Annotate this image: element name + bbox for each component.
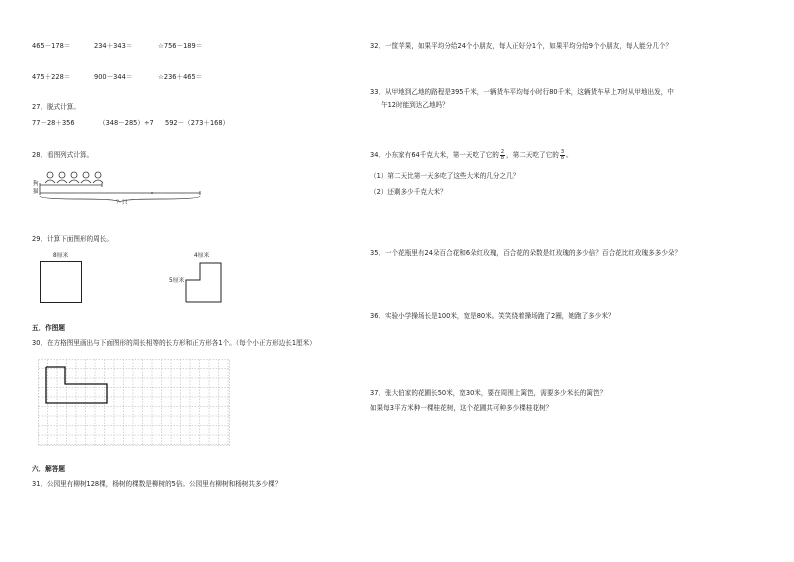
section-6-title: 六．解答题	[32, 465, 65, 473]
q34-prefix: 34．小东家有64千克大米，第一天吃了它的	[370, 151, 499, 160]
calc-item: 900－344＝	[94, 73, 133, 81]
q34-middle: ，第二天吃了它的	[506, 151, 559, 160]
q33-line2: 午12时能到达乙地吗？	[381, 101, 449, 109]
calc-item: 475＋228＝	[32, 73, 71, 81]
q29-square-label: 8厘米	[53, 253, 69, 259]
fraction-numerator: 2	[500, 149, 505, 155]
cat-icons	[45, 172, 103, 183]
q27-item: （348－285）÷7	[99, 119, 154, 127]
q27-item: 77－28＋356	[32, 119, 75, 127]
q34-fraction-1	[500, 150, 505, 161]
q29-square	[40, 261, 82, 303]
q27-title: 27．脱式计算。	[32, 103, 80, 111]
q31-text: 31．公园里有柳树128棵，杨树的棵数是柳树的5倍。公园里有柳树和杨树共多少棵？	[32, 480, 282, 488]
fraction-denominator: 8	[500, 155, 505, 161]
q36-text: 36．实验小学操场长是100米，宽是80米。笑笑绕着操场跑了2圈，她跑了多少米？	[370, 312, 615, 320]
fraction-numerator: 3	[560, 149, 564, 155]
q29-shape-side-label: 5厘米	[169, 278, 185, 284]
q30-text: 30．在方格图里画出与下面图形的周长相等的长方形和正方形各1个。（每个小正方形边长1厘米）	[32, 339, 316, 347]
calc-item: 234＋343＝	[94, 42, 133, 50]
q35-text: 35．一个花瓶里有24朵百合花和6朵红玫瑰，百合花的朵数是红玫瑰的多少倍？百合花比红玫瑰多多少朵？	[370, 249, 682, 257]
q29-title: 29．计算下面图形的周长。	[32, 235, 113, 243]
q28-side-label: 狗 猫	[33, 181, 39, 195]
q28-diagram	[40, 165, 215, 205]
q28-title: 28．看图列式计算。	[32, 151, 94, 159]
q30-figure	[46, 367, 107, 403]
q29-shape-top-label: 4厘米	[194, 253, 210, 259]
q34-fraction-2	[560, 150, 565, 161]
q37-line1: 37．张大伯家的花圃长50米，宽30米，要在周围上篱笆，需要多少米长的篱笆？	[370, 389, 607, 397]
calc-item: 465－178＝	[32, 42, 71, 50]
q34-sub1: （1）第二天比第一天多吃了这些大米的几分之几？	[370, 172, 520, 180]
q34-sub2: （2）还剩多少千克大米？	[370, 188, 447, 196]
q34-text	[370, 150, 573, 161]
q27-item: 592－（273＋168）	[165, 119, 230, 127]
calc-item: ☆236＋465＝	[158, 73, 203, 81]
q37-line2: 如果每3平方米种一棵桂花树，这个花圃共可种多少棵桂花树？	[370, 404, 553, 412]
section-5-title: 五．作图题	[32, 324, 65, 332]
q30-grid	[38, 359, 230, 446]
q33-line1: 33．从甲地到乙地的路程是395千米，一辆货车平均每小时行80千米，这辆货车早上7时从甲地出发，中	[370, 88, 674, 96]
q32-text: 32．一筐苹果，如果平均分给24个小朋友，每人正好分1个，如果平均分给9个小朋友，每人能分几个？	[370, 42, 673, 50]
q29-l-shape	[185, 262, 225, 304]
q28-question: ？只	[116, 200, 128, 206]
q34-suffix: 。	[566, 151, 573, 160]
fraction-denominator: 8	[560, 155, 564, 161]
calc-item: ☆756－189＝	[158, 42, 203, 50]
